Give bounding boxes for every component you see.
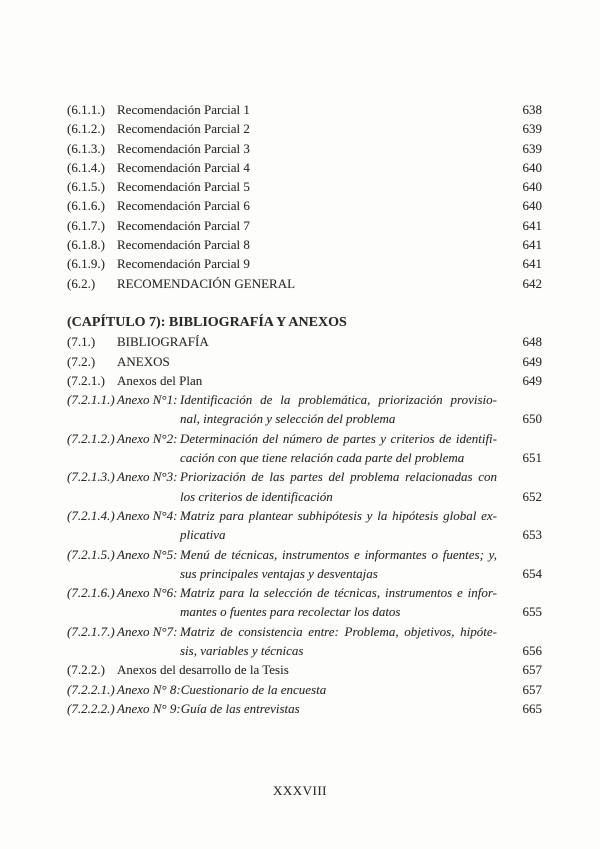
entry-prefix: Anexo N°1: xyxy=(117,392,178,408)
entry-description: Guía de las entrevistas xyxy=(180,700,300,716)
toc-entry xyxy=(67,390,542,429)
entry-index: (7.2.2.2.) xyxy=(67,700,115,716)
entry-page-number: 641 xyxy=(522,256,542,272)
entry-title: Recomendación Parcial 5 xyxy=(117,179,250,195)
entry-text xyxy=(67,429,497,468)
entry-prefix: Anexo N°6: xyxy=(117,585,178,601)
indent-spacer xyxy=(67,641,180,660)
entry-description: Matriz de consistencia entre: Problema, objetivos, hipóte- xyxy=(180,623,497,639)
entry-title: RECOMENDACIÓN GENERAL xyxy=(117,275,296,291)
entry-index: (7.2.2.) xyxy=(67,662,105,678)
entry-description: sis, variables y técnicas xyxy=(180,643,304,659)
entry-title: Recomendación Parcial 2 xyxy=(117,121,250,137)
entry-line xyxy=(67,409,497,428)
entry-page-number: 638 xyxy=(522,102,542,117)
entry-text xyxy=(67,545,497,584)
entry-line xyxy=(67,467,497,486)
entry-line xyxy=(67,390,497,409)
entry-line xyxy=(67,602,497,621)
entry-prefix: Anexo N°7: xyxy=(117,623,178,639)
entry-description: nal, integración y selección del problema xyxy=(180,411,396,427)
toc-entry xyxy=(67,196,542,215)
entry-page-number: 641 xyxy=(522,237,542,253)
entry-line xyxy=(67,699,497,718)
entry-index: (6.1.9.) xyxy=(67,256,105,272)
entry-title: BIBLIOGRAFÍA xyxy=(117,334,209,350)
indent-spacer xyxy=(67,409,180,428)
entry-index: (6.1.4.) xyxy=(67,159,105,175)
toc-entry xyxy=(67,506,542,545)
toc-entry xyxy=(67,119,542,138)
entry-index: (6.1.8.) xyxy=(67,237,105,253)
entry-page-number: 651 xyxy=(522,450,542,466)
entry-description: Matriz para la selección de técnicas, instrumentos e infor- xyxy=(180,585,497,601)
entry-title: Anexos del Plan xyxy=(117,372,203,388)
toc-entry xyxy=(67,158,542,177)
entry-index: (6.1.6.) xyxy=(67,198,105,214)
entry-description: sus principales ventajas y desventajas xyxy=(180,565,378,581)
toc-entry xyxy=(67,332,542,351)
toc-entry xyxy=(67,583,542,622)
toc-entry xyxy=(67,680,542,699)
entry-page-number: 657 xyxy=(522,681,542,697)
entry-page-number: 665 xyxy=(522,700,542,716)
entry-title: Recomendación Parcial 3 xyxy=(117,140,250,156)
entry-index: (6.1.5.) xyxy=(67,179,105,195)
indent-spacer xyxy=(67,525,180,544)
toc-entry xyxy=(67,100,542,119)
chapter7-heading: (CAPÍTULO 7): BIBLIOGRAFÍA Y ANEXOS xyxy=(67,314,347,330)
toc-entry xyxy=(67,235,542,254)
entry-index: (7.2.) xyxy=(67,353,96,369)
toc-entry xyxy=(67,274,542,293)
entry-title: Recomendación Parcial 9 xyxy=(117,256,250,272)
entry-index: (7.2.1.5.) xyxy=(67,546,115,562)
entry-text xyxy=(67,467,497,506)
entry-line xyxy=(67,448,497,467)
entry-description: cación con que tiene relación cada parte del problema xyxy=(180,450,465,466)
entry-title: Recomendación Parcial 1 xyxy=(117,102,250,117)
entry-page-number: 657 xyxy=(522,662,542,678)
entry-title: Recomendación Parcial 6 xyxy=(117,198,250,214)
entry-prefix: Anexo N° 8: xyxy=(117,681,181,697)
entry-line xyxy=(67,641,497,660)
indent-spacer xyxy=(67,602,180,621)
entry-page-number: 653 xyxy=(522,527,542,543)
entry-page-number: 642 xyxy=(522,275,542,291)
entry-page-number: 639 xyxy=(522,140,542,156)
entry-index: (7.2.1.2.) xyxy=(67,430,115,446)
entry-page-number: 639 xyxy=(522,121,542,137)
entry-page-number: 652 xyxy=(522,488,542,504)
entry-line xyxy=(67,564,497,583)
toc-entry xyxy=(67,699,542,718)
toc-section-chapter7 xyxy=(67,332,542,718)
entry-title: Recomendación Parcial 8 xyxy=(117,237,250,253)
entry-page-number: 640 xyxy=(522,198,542,214)
entry-text xyxy=(67,680,497,699)
entry-description: Identificación de la problemática, priorización provisio- xyxy=(180,392,497,408)
entry-index: (6.1.2.) xyxy=(67,121,105,137)
entry-prefix: Anexo N°3: xyxy=(117,469,178,485)
entry-page-number: 648 xyxy=(522,334,542,350)
entry-page-number: 641 xyxy=(522,217,542,233)
toc-entry xyxy=(67,429,542,468)
entry-title: Recomendación Parcial 7 xyxy=(117,217,250,233)
entry-index: (7.2.1.7.) xyxy=(67,623,115,639)
entry-page-number: 650 xyxy=(522,411,542,427)
entry-index: (7.2.1.) xyxy=(67,372,105,388)
indent-spacer xyxy=(67,448,180,467)
entry-description: Matriz para plantear subhipótesis y la hipótesis global ex- xyxy=(180,507,497,523)
entry-description: plicativa xyxy=(180,527,226,543)
entry-index: (6.2.) xyxy=(67,275,96,291)
entry-description: Determinación del número de partes y criterios de identifi- xyxy=(180,430,497,446)
entry-index: (6.1.7.) xyxy=(67,217,105,233)
toc-entry xyxy=(67,545,542,584)
entry-index: (7.2.2.1.) xyxy=(67,681,115,697)
indent-spacer xyxy=(67,564,180,583)
entry-index: (7.2.1.4.) xyxy=(67,507,115,523)
entry-index: (6.1.1.) xyxy=(67,102,105,117)
entry-index: (7.1.) xyxy=(67,334,96,350)
entry-prefix: Anexo N° 9: xyxy=(117,700,181,716)
indent-spacer xyxy=(67,487,180,506)
entry-page-number: 654 xyxy=(522,565,542,581)
entry-page-number: 649 xyxy=(522,372,542,388)
toc-entry xyxy=(67,622,542,661)
entry-page-number: 649 xyxy=(522,353,542,369)
entry-title: Anexos del desarrollo de la Tesis xyxy=(117,662,289,678)
entry-line xyxy=(67,545,497,564)
entry-page-number: 640 xyxy=(522,179,542,195)
entry-index: (7.2.1.3.) xyxy=(67,469,115,485)
entry-line xyxy=(67,429,497,448)
entry-page-number: 655 xyxy=(522,604,542,620)
toc-entry xyxy=(67,371,542,390)
entry-text xyxy=(67,390,497,429)
toc-entry xyxy=(67,660,542,679)
entry-title: Recomendación Parcial 4 xyxy=(117,159,250,175)
entry-title: ANEXOS xyxy=(117,353,170,369)
entry-line xyxy=(67,583,497,602)
entry-index: (7.2.1.1.) xyxy=(67,392,115,408)
toc-entry xyxy=(67,177,542,196)
toc-entry xyxy=(67,352,542,371)
toc-entry xyxy=(67,467,542,506)
entry-page-number: 640 xyxy=(522,159,542,175)
entry-text xyxy=(67,622,497,661)
entry-description: Priorización de las partes del problema relacionadas con xyxy=(180,469,497,485)
entry-page-number: 656 xyxy=(522,643,542,659)
toc-entry xyxy=(67,139,542,158)
toc-section-chapter6 xyxy=(67,100,542,293)
page-number-footer: XXXVIII xyxy=(272,783,328,798)
toc-entry xyxy=(67,254,542,273)
entry-description: los criterios de identificación xyxy=(180,488,333,504)
entry-prefix: Anexo N°5: xyxy=(117,546,178,562)
entry-description: Menú de técnicas, instrumentos e informantes o fuentes; y, xyxy=(180,546,497,562)
entry-prefix: Anexo N°4: xyxy=(117,507,178,523)
entry-line xyxy=(67,487,497,506)
entry-text xyxy=(67,506,497,545)
entry-index: (7.2.1.6.) xyxy=(67,585,115,601)
entry-line xyxy=(67,622,497,641)
toc-entry xyxy=(67,216,542,235)
entry-description: mantes o fuentes para recolectar los datos xyxy=(180,604,401,620)
entry-line xyxy=(67,506,497,525)
entry-line xyxy=(67,680,497,699)
entry-text xyxy=(67,699,497,718)
entry-text xyxy=(67,583,497,622)
entry-prefix: Anexo N°2: xyxy=(117,430,178,446)
entry-line xyxy=(67,525,497,544)
entry-index: (6.1.3.) xyxy=(67,140,105,156)
entry-description: Cuestionario de la encuesta xyxy=(180,681,327,697)
